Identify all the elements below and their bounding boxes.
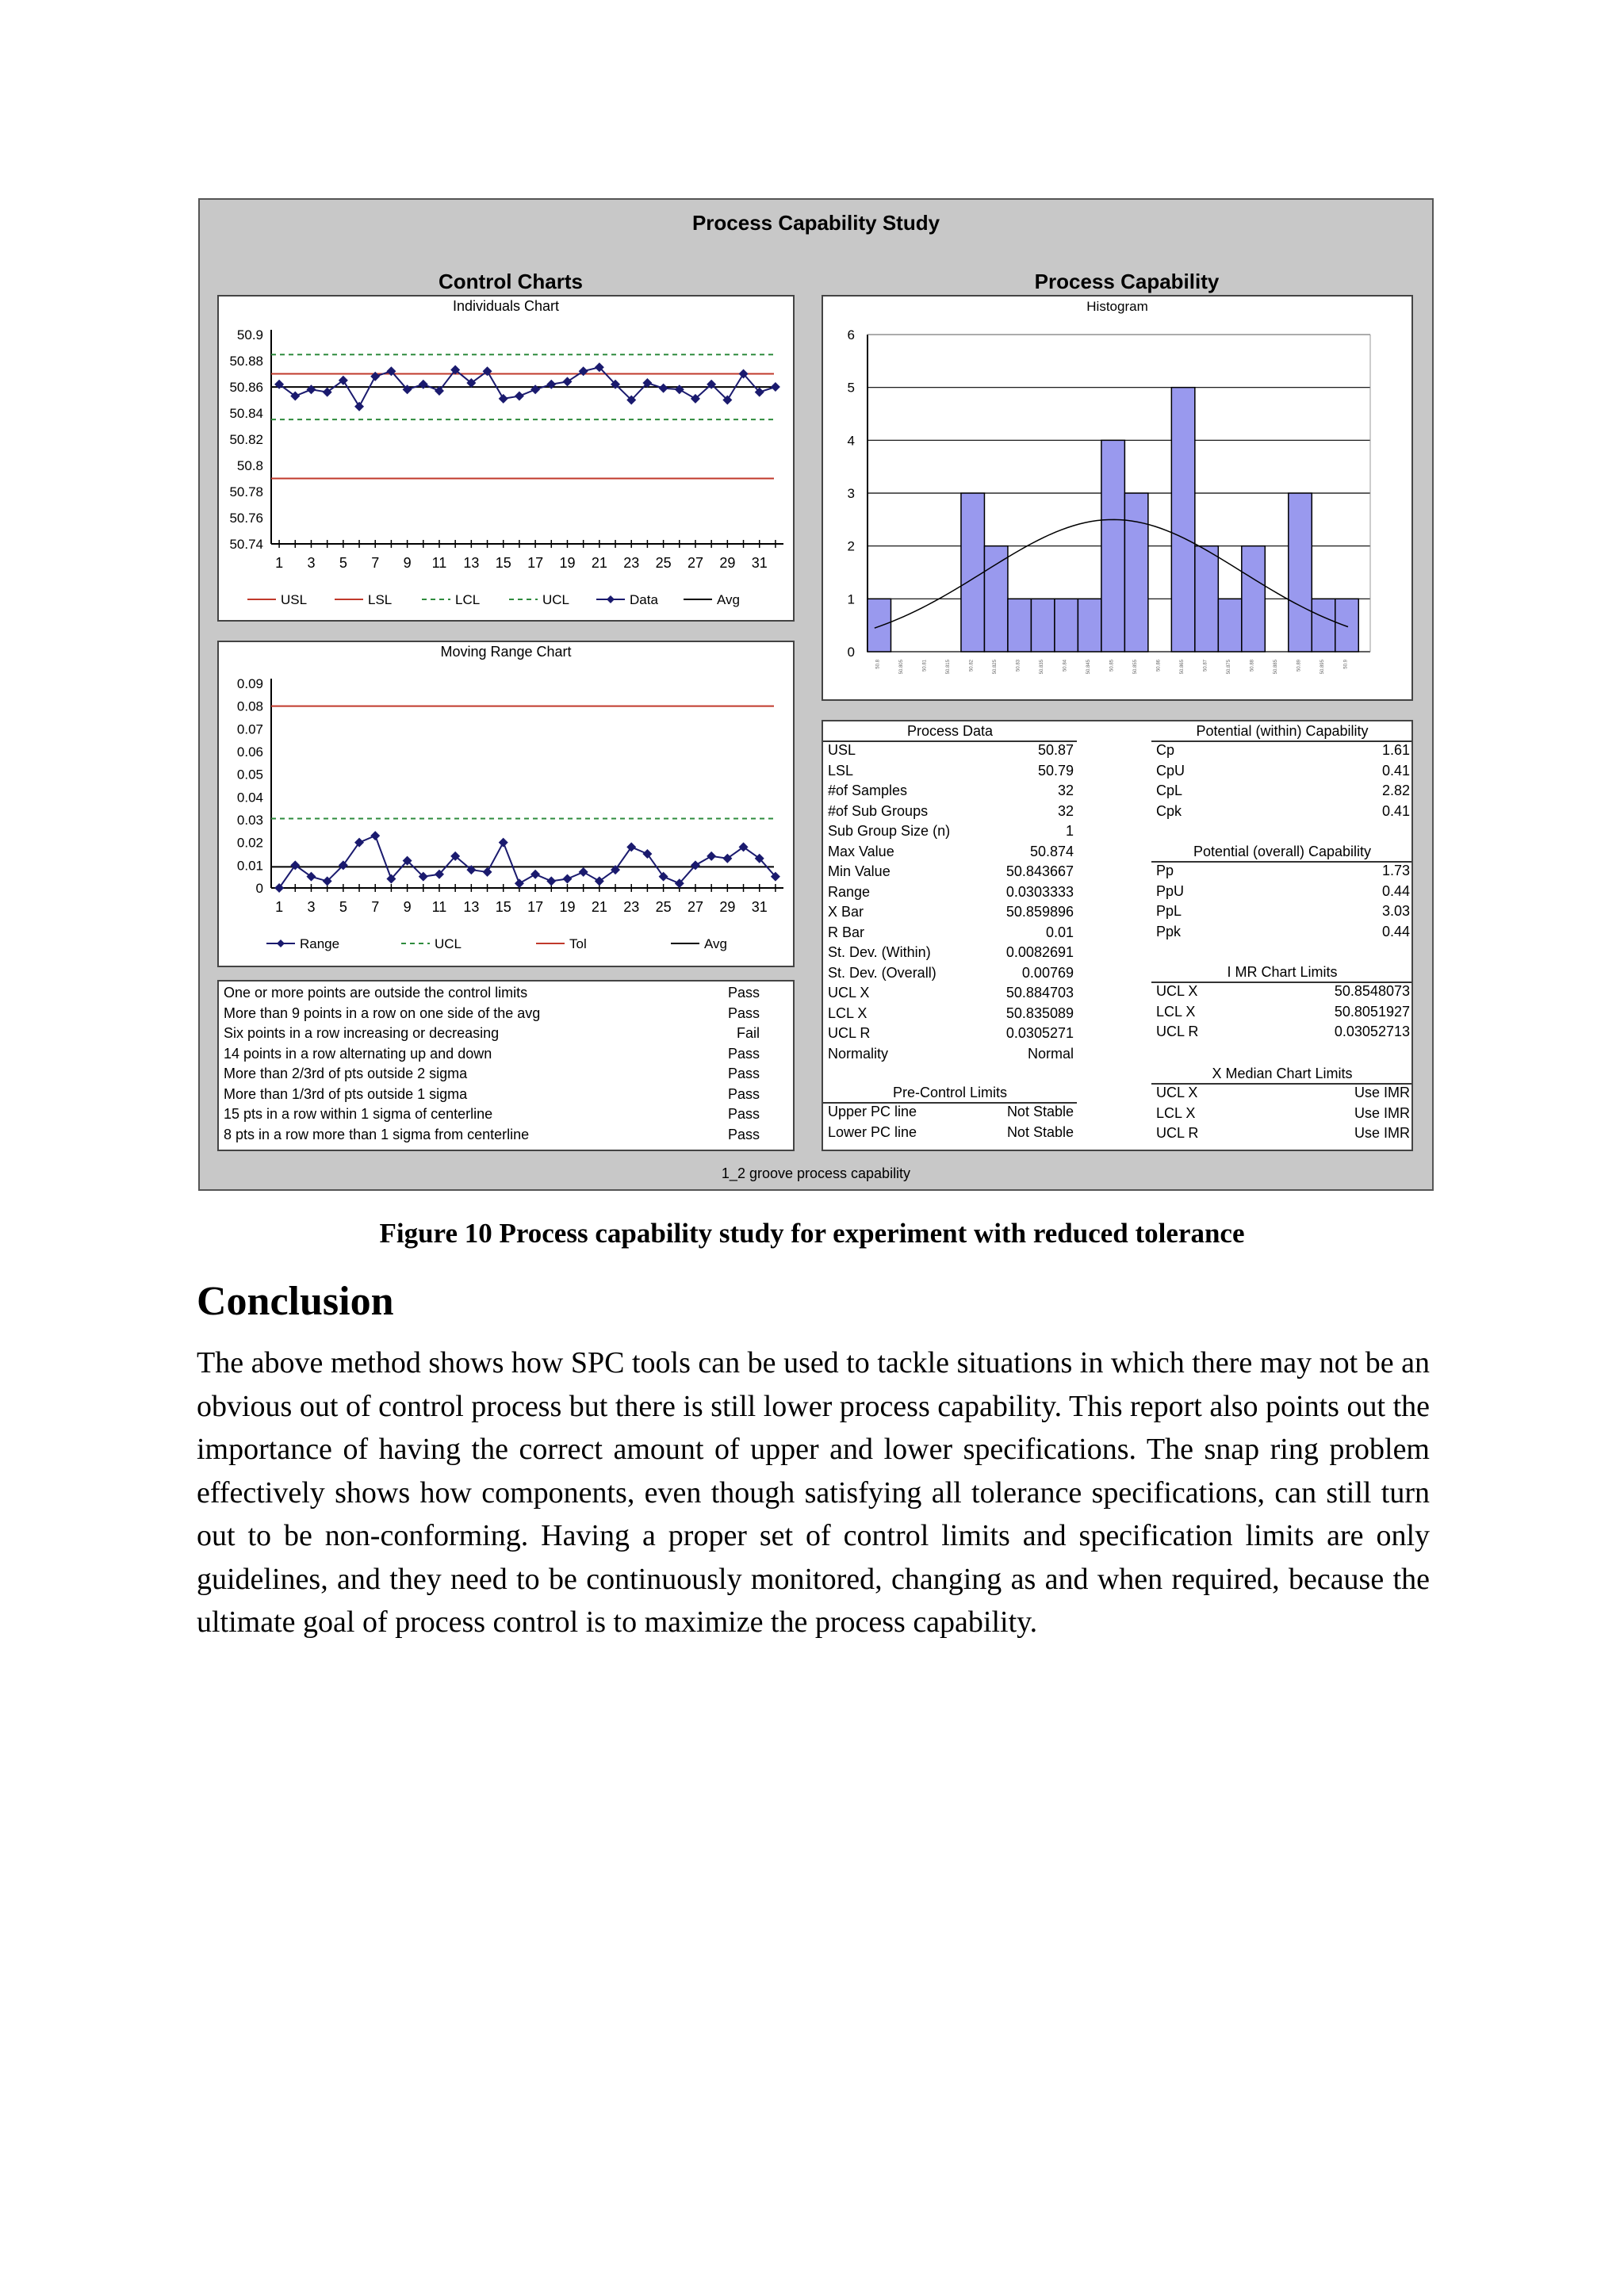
y-tick-label: 6 xyxy=(847,327,855,342)
test-row xyxy=(219,1104,793,1124)
data-point xyxy=(771,382,780,392)
histogram-bar xyxy=(868,599,891,652)
precontrol-row-value: Not Stable xyxy=(1006,1104,1074,1119)
x-tick-label: 15 xyxy=(495,899,511,915)
x-tick-label: 50.87 xyxy=(1203,660,1208,672)
legend-label: Tol xyxy=(569,936,587,951)
x-tick-label: 31 xyxy=(751,899,768,915)
process-data-row-value: 0.0303333 xyxy=(1005,883,1074,900)
x-tick-label: 29 xyxy=(719,899,736,915)
test-row-label: 14 points in a row alternating up and down xyxy=(224,1045,492,1062)
process-data-row-label: Range xyxy=(828,883,871,900)
overall-capability-row xyxy=(1151,882,1413,901)
y-tick-label: 50.76 xyxy=(229,511,263,526)
process-data-row-label: #of Samples xyxy=(828,783,908,798)
y-tick-label: 0 xyxy=(255,881,263,896)
median-limits-row xyxy=(1151,1104,1413,1123)
y-tick-label: 0.04 xyxy=(236,790,263,806)
precontrol-row xyxy=(823,1123,1077,1142)
legend-label: Range xyxy=(300,936,340,951)
legend-label: Data xyxy=(630,592,658,607)
x-tick-label: 50.86 xyxy=(1156,660,1162,672)
x-tick-label: 50.815 xyxy=(946,660,952,675)
x-tick-label: 21 xyxy=(591,899,607,915)
x-tick-label: 50.835 xyxy=(1040,660,1045,675)
y-tick-label: 0.05 xyxy=(236,767,263,783)
y-tick-label: 50.74 xyxy=(229,537,263,552)
overall-capability-row-label: PpL xyxy=(1156,903,1182,919)
process-data-row-label: LSL xyxy=(828,762,854,779)
process-data-row xyxy=(823,902,1077,922)
data-point xyxy=(659,384,668,393)
histogram-bar xyxy=(1078,599,1101,652)
conclusion-paragraph: The above method shows how SPC tools can be used to tackle situations in which there may not be an obvious out of control process but there is still lower process capability. This report also points out the importance of having the correct amount of upper and lower specifications. The snap ring problem effectively shows how components, even though satisfying all tolerance specifications, can still turn out to be non-conforming. Having a proper set of control limits and specification limits are only guidelines, and they need to be continuously monitored, changing as and when required, because the ultimate goal of process control is to maximize the process capability. xyxy=(197,1346,1430,1639)
histogram-bar xyxy=(1031,599,1054,652)
test-row xyxy=(219,1044,793,1064)
data-point xyxy=(675,385,684,394)
histogram-bar xyxy=(1171,388,1194,652)
x-tick-label: 19 xyxy=(559,555,576,571)
median-limits-row-value: Use IMR xyxy=(1354,1104,1410,1121)
x-tick-label: 17 xyxy=(527,899,544,915)
process-data-row-value: 50.859896 xyxy=(1005,904,1074,920)
process-data-row-value: 32 xyxy=(1057,783,1074,798)
within-capability-header: Potential (within) Capability xyxy=(1151,721,1413,742)
series-line-range xyxy=(279,836,776,888)
median-limits-row-value: Use IMR xyxy=(1354,1085,1410,1100)
process-data-row xyxy=(823,740,1077,760)
x-tick-label: 3 xyxy=(307,899,316,915)
median-limits-row xyxy=(1151,1083,1413,1103)
histogram-bar xyxy=(1124,493,1147,652)
overall-capability-header: Potential (overall) Capability xyxy=(1151,842,1413,863)
y-tick-label: 3 xyxy=(847,486,855,501)
imr-limits-row-value: 50.8051927 xyxy=(1334,1003,1410,1020)
histogram-bar xyxy=(1335,599,1358,652)
x-tick-label: 50.885 xyxy=(1274,660,1279,675)
y-tick-label: 0.07 xyxy=(236,721,263,737)
x-tick-label: 23 xyxy=(623,555,640,571)
x-tick-label: 50.865 xyxy=(1180,660,1185,675)
median-limits-row xyxy=(1151,1123,1413,1143)
data-point xyxy=(274,883,284,893)
process-data-row-value: 50.884703 xyxy=(1005,985,1074,1001)
x-tick-label: 50.84 xyxy=(1063,660,1068,672)
process-data-row-label: Normality xyxy=(828,1045,889,1062)
process-data-row-label: R Bar xyxy=(828,924,865,940)
process-data-row-value: 50.79 xyxy=(1037,762,1074,779)
process-data-row-label: Sub Group Size (n) xyxy=(828,823,951,839)
y-tick-label: 50.8 xyxy=(236,458,263,473)
process-data-panel xyxy=(822,720,1413,1151)
data-point xyxy=(707,851,716,861)
imr-limits-row-label: UCL R xyxy=(1156,1024,1199,1039)
process-data-row xyxy=(823,781,1077,801)
data-point xyxy=(499,838,508,848)
overall-capability-row xyxy=(1151,922,1413,942)
imr-limits-row xyxy=(1151,1002,1413,1022)
y-tick-label: 0.06 xyxy=(236,744,263,760)
overall-capability-row-value: 1.73 xyxy=(1381,863,1410,878)
test-row-label: More than 9 points in a row on one side of the avg xyxy=(224,1004,541,1021)
chart-title: Histogram xyxy=(1086,299,1148,314)
overall-capability-row-label: Pp xyxy=(1156,863,1174,878)
x-tick-label: 50.85 xyxy=(1109,660,1115,672)
y-tick-label: 50.86 xyxy=(229,380,263,395)
y-tick-label: 1 xyxy=(847,591,855,607)
y-tick-label: 0.08 xyxy=(236,698,263,714)
process-data-row xyxy=(823,1024,1077,1043)
histogram-bar xyxy=(1218,599,1241,652)
data-point xyxy=(515,392,524,401)
process-data-row xyxy=(823,923,1077,943)
x-tick-label: 50.875 xyxy=(1227,660,1232,675)
individuals-chart-panel xyxy=(217,295,795,622)
data-point xyxy=(579,867,588,877)
x-tick-label: 5 xyxy=(339,555,347,571)
figure-caption: Figure 10 Process capability study for experiment with reduced tolerance xyxy=(379,1218,1245,1249)
precontrol-row xyxy=(823,1102,1077,1122)
histogram-bar xyxy=(1242,546,1265,652)
x-tick-label: 1 xyxy=(275,899,284,915)
y-tick-label: 0 xyxy=(847,645,855,660)
x-tick-label: 13 xyxy=(463,555,480,571)
test-row-value: Pass xyxy=(727,1106,760,1122)
control-charts-title: Control Charts xyxy=(439,270,583,293)
within-capability-row-value: 2.82 xyxy=(1381,783,1410,798)
imr-limits-row xyxy=(1151,982,1413,1001)
test-row-label: One or more points are outside the control limits xyxy=(224,985,528,1001)
test-row xyxy=(219,1004,793,1024)
process-data-row-label: LCL X xyxy=(828,1004,868,1021)
x-tick-label: 50.855 xyxy=(1133,660,1139,675)
legend-label: USL xyxy=(281,592,308,607)
legend-label: Avg xyxy=(704,936,727,951)
precontrol-row-label: Upper PC line xyxy=(828,1104,917,1119)
histogram-panel xyxy=(822,295,1413,701)
process-data-row xyxy=(823,802,1077,821)
imr-limits-row xyxy=(1151,1022,1413,1042)
x-tick-label: 27 xyxy=(687,899,703,915)
overall-capability-row-label: Ppk xyxy=(1156,923,1182,939)
data-point xyxy=(515,878,524,888)
process-data-row-label: Max Value xyxy=(828,843,894,859)
overall-capability-row-label: PpU xyxy=(1156,882,1185,899)
imr-limits-row-label: UCL X xyxy=(1156,983,1198,999)
process-data-header: Process Data xyxy=(823,721,1077,742)
histogram-bar xyxy=(1101,440,1124,652)
y-tick-label: 50.9 xyxy=(236,327,263,342)
legend-label: Avg xyxy=(717,592,740,607)
data-point xyxy=(562,377,572,386)
process-data-row-value: 0.01 xyxy=(1045,924,1074,940)
test-row-value: Pass xyxy=(727,1126,760,1142)
data-point xyxy=(499,394,508,404)
test-row xyxy=(219,1064,793,1084)
x-tick-label: 50.825 xyxy=(993,660,998,675)
within-capability-row xyxy=(1151,740,1413,760)
process-data-row-value: 50.835089 xyxy=(1005,1004,1074,1021)
x-tick-label: 7 xyxy=(371,899,380,915)
precontrol-row-value: Not Stable xyxy=(1006,1123,1074,1140)
imr-limits-row-label: LCL X xyxy=(1156,1003,1196,1020)
data-point xyxy=(530,870,540,879)
process-data-row-label: X Bar xyxy=(828,904,864,920)
median-limits-row-label: LCL X xyxy=(1156,1104,1196,1121)
x-tick-label: 23 xyxy=(623,899,640,915)
y-tick-label: 0.02 xyxy=(236,835,263,851)
process-data-row-value: 1 xyxy=(1065,823,1074,839)
process-data-row xyxy=(823,882,1077,902)
overall-capability-row-value: 0.44 xyxy=(1381,923,1410,939)
process-data-row xyxy=(823,842,1077,862)
median-limits-row-value: Use IMR xyxy=(1354,1125,1410,1141)
process-data-row-value: 32 xyxy=(1057,802,1074,819)
process-data-row-value: Normal xyxy=(1027,1045,1074,1062)
data-point xyxy=(659,872,668,882)
process-capability-figure xyxy=(198,198,1434,1191)
test-row-label: 8 pts in a row more than 1 sigma from centerline xyxy=(224,1126,530,1142)
x-tick-label: 11 xyxy=(431,899,447,915)
x-tick-label: 50.895 xyxy=(1320,660,1326,675)
process-data-row-value: 0.0305271 xyxy=(1005,1025,1074,1041)
x-tick-label: 1 xyxy=(275,555,284,571)
x-tick-label: 5 xyxy=(339,899,347,915)
x-tick-label: 9 xyxy=(403,555,412,571)
y-tick-label: 0.01 xyxy=(236,858,263,874)
overall-capability-row xyxy=(1151,861,1413,881)
x-tick-label: 50.805 xyxy=(899,660,905,675)
process-data-row-label: UCL R xyxy=(828,1025,871,1041)
data-point xyxy=(530,385,540,394)
data-point xyxy=(354,402,364,411)
x-tick-label: 50.81 xyxy=(922,660,928,672)
process-data-row-value: 50.843667 xyxy=(1005,863,1074,879)
data-point xyxy=(354,838,364,848)
process-data-row-label: USL xyxy=(828,742,856,758)
histogram-bar xyxy=(1289,493,1312,652)
moving-range-chart xyxy=(219,642,793,966)
moving-range-chart-panel xyxy=(217,641,795,967)
precontrol-header: Pre-Control Limits xyxy=(823,1083,1077,1104)
imr-limits-row-value: 50.8548073 xyxy=(1334,983,1410,999)
process-data-row-label: UCL X xyxy=(828,985,870,1001)
histogram-bar xyxy=(1055,599,1078,652)
x-tick-label: 50.83 xyxy=(1016,660,1021,672)
within-capability-row-label: CpU xyxy=(1156,762,1185,779)
overall-capability-row-value: 3.03 xyxy=(1381,903,1410,919)
x-tick-label: 21 xyxy=(591,555,607,571)
data-point xyxy=(626,842,636,851)
y-tick-label: 50.82 xyxy=(229,432,263,447)
histogram-bar xyxy=(1195,546,1218,652)
legend-label: UCL xyxy=(435,936,462,951)
process-data-row xyxy=(823,1004,1077,1024)
x-tick-label: 13 xyxy=(463,899,480,915)
test-row-value: Pass xyxy=(727,1085,760,1102)
legend-marker xyxy=(277,939,285,947)
test-row-label: Six points in a row increasing or decreasing xyxy=(224,1025,500,1041)
individuals-chart xyxy=(219,297,793,620)
x-tick-label: 11 xyxy=(431,555,447,571)
histogram-chart xyxy=(823,297,1411,699)
figure-footer: 1_2 groove process capability xyxy=(721,1165,911,1181)
histogram-bar xyxy=(984,546,1007,652)
process-capability-title: Process Capability xyxy=(1034,270,1220,293)
imr-limits-header: I MR Chart Limits xyxy=(1151,962,1413,983)
process-data-row xyxy=(823,862,1077,882)
legend-marker xyxy=(607,595,615,603)
chart-title: Individuals Chart xyxy=(452,298,560,314)
x-tick-label: 50.845 xyxy=(1086,660,1092,675)
test-row-label: More than 1/3rd of pts outside 1 sigma xyxy=(224,1085,468,1102)
test-row xyxy=(219,1085,793,1104)
data-point xyxy=(546,876,556,886)
test-row-value: Fail xyxy=(736,1025,760,1041)
test-row xyxy=(219,1024,793,1043)
process-data-row xyxy=(823,1044,1077,1064)
section-heading: Conclusion xyxy=(197,1279,394,1324)
process-data-row-value: 0.0082691 xyxy=(1005,944,1074,960)
legend-label: LSL xyxy=(368,592,393,607)
median-limits-row-label: UCL R xyxy=(1156,1125,1199,1141)
y-tick-label: 2 xyxy=(847,538,855,554)
within-capability-row-value: 1.61 xyxy=(1381,742,1410,758)
process-data-row-label: Min Value xyxy=(828,863,891,879)
data-point xyxy=(483,867,492,877)
y-tick-label: 0.09 xyxy=(236,676,263,691)
test-row xyxy=(219,1125,793,1145)
within-capability-row xyxy=(1151,802,1413,821)
y-tick-label: 50.88 xyxy=(229,354,263,369)
x-tick-label: 27 xyxy=(687,555,703,571)
process-data-row xyxy=(823,983,1077,1003)
test-row-value: Pass xyxy=(727,1004,760,1021)
process-data-row xyxy=(823,821,1077,841)
x-tick-label: 25 xyxy=(655,899,672,915)
x-tick-label: 19 xyxy=(559,899,576,915)
x-tick-label: 50.9 xyxy=(1343,660,1349,669)
x-tick-label: 50.89 xyxy=(1297,660,1302,672)
process-data-row xyxy=(823,761,1077,781)
y-tick-label: 5 xyxy=(847,380,855,396)
within-capability-row-value: 0.41 xyxy=(1381,802,1410,819)
x-tick-label: 31 xyxy=(751,555,768,571)
within-capability-row xyxy=(1151,761,1413,781)
histogram-bar xyxy=(1312,599,1335,652)
overall-capability-row-value: 0.44 xyxy=(1381,882,1410,899)
tests-panel xyxy=(217,980,795,1151)
x-tick-label: 50.88 xyxy=(1250,660,1255,672)
overall-capability-row xyxy=(1151,901,1413,921)
test-row-label: 15 pts in a row within 1 sigma of centerline xyxy=(224,1106,493,1122)
within-capability-row-label: Cpk xyxy=(1156,802,1182,819)
test-row-value: Pass xyxy=(727,985,760,1001)
test-row xyxy=(219,983,793,1003)
x-tick-label: 25 xyxy=(655,555,672,571)
process-data-row-label: St. Dev. (Overall) xyxy=(828,964,936,981)
within-capability-row-value: 0.41 xyxy=(1381,762,1410,779)
within-capability-row xyxy=(1151,781,1413,801)
chart-title: Moving Range Chart xyxy=(440,644,572,660)
figure-title: Process Capability Study xyxy=(691,211,940,235)
y-tick-label: 0.03 xyxy=(236,813,263,828)
process-data-row-value: 0.00769 xyxy=(1021,964,1074,981)
precontrol-row-label: Lower PC line xyxy=(828,1123,917,1140)
x-tick-label: 50.8 xyxy=(875,660,881,669)
y-tick-label: 50.78 xyxy=(229,484,263,499)
process-data-row xyxy=(823,943,1077,962)
test-row-value: Pass xyxy=(727,1066,760,1081)
x-tick-label: 7 xyxy=(371,555,380,571)
data-point xyxy=(306,385,316,394)
imr-limits-row-value: 0.03052713 xyxy=(1334,1024,1410,1039)
process-data-row-value: 50.874 xyxy=(1029,843,1074,859)
process-data-row-label: #of Sub Groups xyxy=(828,802,929,819)
within-capability-row-label: CpL xyxy=(1156,783,1183,798)
test-row-label: More than 2/3rd of pts outside 2 sigma xyxy=(224,1066,468,1081)
y-tick-label: 4 xyxy=(847,433,855,449)
process-data-row xyxy=(823,963,1077,983)
x-tick-label: 15 xyxy=(495,555,511,571)
histogram-bar xyxy=(1008,599,1031,652)
data-point xyxy=(562,874,572,884)
x-tick-label: 17 xyxy=(527,555,544,571)
y-tick-label: 50.84 xyxy=(229,406,263,421)
x-tick-label: 29 xyxy=(719,555,736,571)
process-data-row-value: 50.87 xyxy=(1037,742,1074,758)
legend-label: UCL xyxy=(542,592,570,607)
data-point xyxy=(370,831,380,840)
within-capability-row-label: Cp xyxy=(1156,742,1175,758)
median-limits-header: X Median Chart Limits xyxy=(1151,1064,1413,1085)
test-row-value: Pass xyxy=(727,1045,760,1062)
x-tick-label: 50.82 xyxy=(969,660,975,672)
legend-label: LCL xyxy=(455,592,481,607)
median-limits-row-label: UCL X xyxy=(1156,1085,1198,1100)
process-data-row-label: St. Dev. (Within) xyxy=(828,944,931,960)
x-tick-label: 9 xyxy=(403,899,412,915)
data-point xyxy=(642,849,652,859)
histogram-bar xyxy=(961,493,984,652)
x-tick-label: 3 xyxy=(307,555,316,571)
